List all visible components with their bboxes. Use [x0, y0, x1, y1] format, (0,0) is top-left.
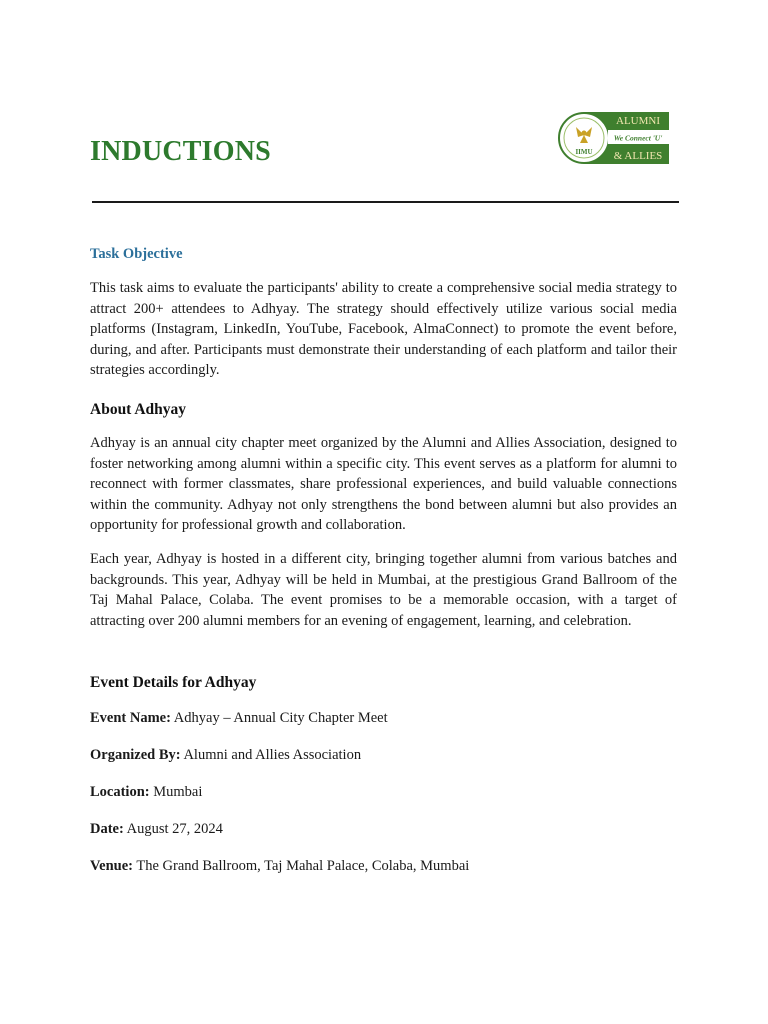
document-body	[90, 246, 677, 893]
detail-date	[90, 819, 677, 839]
logo-text-bottom: & ALLIES	[613, 150, 663, 162]
detail-label: Organized By:	[90, 747, 181, 764]
section-spacer	[90, 644, 677, 674]
detail-value: The Grand Ballroom, Taj Mahal Palace, Colaba, Mumbai	[136, 858, 470, 875]
event-details-heading: Event Details for Adhyay	[90, 674, 257, 692]
detail-event-name	[90, 708, 677, 728]
detail-organized-by	[90, 745, 677, 765]
alumni-allies-logo	[558, 111, 670, 165]
detail-value: Adhyay – Annual City Chapter Meet	[173, 710, 388, 727]
detail-value: August 27, 2024	[126, 821, 223, 838]
about-paragraph-2: Each year, Adhyay is hosted in a different city, bringing together alumni from various batches and backgrounds. This year, Adhyay will be held in Mumbai, at the prestigious Grand Ballroom of the Taj Mahal Palace, Colaba. The event promises to be a memorable occasion, with a target of attracting over 200 alumni members for an evening of engagement, learning, and celebration.	[90, 550, 677, 629]
page-title: INDUCTIONS	[90, 136, 271, 167]
detail-label: Event Name:	[90, 710, 171, 727]
task-objective-heading: Task Objective	[90, 246, 183, 262]
about-paragraph-1: Adhyay is an annual city chapter meet organized by the Alumni and Allies Association, designed to foster networking among alumni within a specific city. This event serves as a platform for alumni to reconnect with former classmates, share professional experiences, and build valuable connections within the community. Adhyay not only strengthens the bond between alumni but also provides an opportunity for professional growth and collaboration.	[90, 434, 677, 534]
logo-emblem-text: IIMU	[575, 148, 593, 156]
detail-value: Alumni and Allies Association	[183, 747, 362, 764]
logo-text-top: ALUMNI	[616, 115, 660, 127]
detail-label: Venue:	[90, 858, 133, 875]
detail-venue	[90, 856, 677, 876]
detail-label: Location:	[90, 784, 150, 801]
detail-label: Date:	[90, 821, 124, 838]
header-divider	[92, 201, 679, 203]
about-heading: About Adhyay	[90, 400, 187, 418]
task-objective-paragraph: This task aims to evaluate the participants' ability to create a comprehensive social media strategy to attract 200+ attendees to Adhyay. The strategy should effectively utilize various social media platforms (Instagram, LinkedIn, YouTube, Facebook, AlmaConnect) to promote the event before, during, and after. Participants must demonstrate their understanding of each platform and tailor their strategies accordingly.	[90, 280, 677, 379]
detail-location	[90, 782, 677, 802]
detail-value: Mumbai	[153, 784, 203, 801]
logo-text-mid: We Connect 'U'	[613, 133, 663, 143]
